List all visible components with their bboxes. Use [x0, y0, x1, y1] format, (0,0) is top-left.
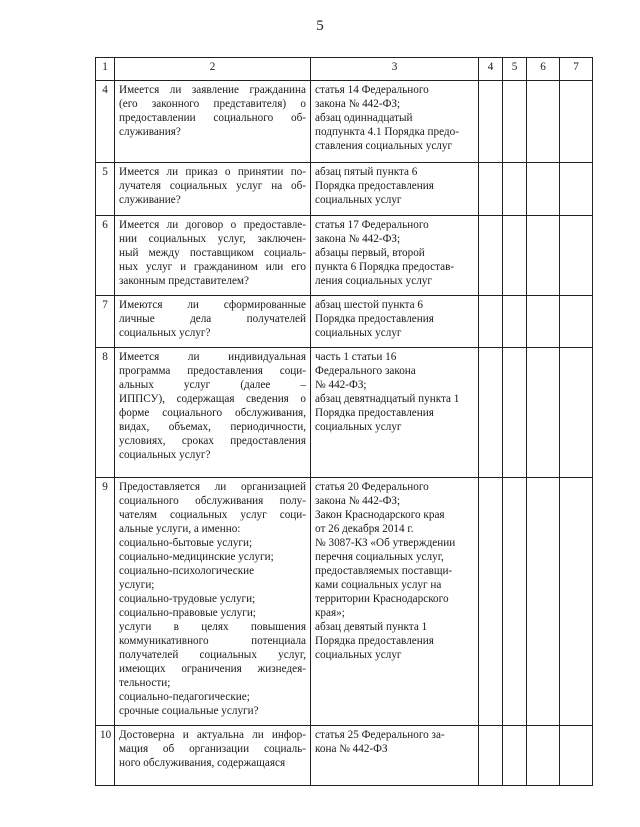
legal-basis-line: социальных услуг: [315, 194, 402, 206]
legal-basis-line: часть 1 статьи 16: [315, 351, 397, 363]
question-line: социальных услуг?: [119, 327, 211, 339]
table-header-row: [96, 58, 593, 81]
answer-cell: [560, 348, 593, 478]
question-line: социально-правовые услуги;: [119, 607, 256, 619]
answer-cell: [503, 348, 527, 478]
legal-basis-line: № 442-ФЗ;: [315, 379, 367, 391]
question-line: Имеется ли индивидуальная: [119, 351, 306, 363]
question-line: Достоверна и актуальна ли инфор-: [119, 729, 306, 741]
question-line: социальных услуг?: [119, 449, 211, 461]
legal-basis-line: ставления социальных услуг: [315, 140, 453, 152]
question-line: услуги в целях повышения: [119, 621, 306, 633]
legal-basis-line: социальных услуг: [315, 649, 402, 661]
legal-basis-line: № 3087-КЗ «Об утверждении: [315, 537, 456, 549]
question-line: служивание?: [119, 194, 181, 206]
legal-basis-line: ками социальных услуг на: [315, 579, 442, 591]
table-row: [96, 726, 593, 786]
legal-basis-line: Порядка предоставления: [315, 635, 434, 647]
row-number: 7: [96, 296, 115, 348]
header-cell: 7: [560, 58, 593, 81]
question-line: программа предоставления соци-: [119, 365, 306, 377]
answer-cell: [560, 296, 593, 348]
legal-basis-line: Порядка предоставления: [315, 180, 434, 192]
question-line: законным представителем?: [119, 275, 249, 287]
question-line: ного обслуживания, содержащаяся: [119, 757, 286, 769]
question-cell: [115, 726, 311, 786]
question-line: социально-бытовые услуги;: [119, 537, 253, 549]
header-cell: 2: [115, 58, 311, 81]
legal-basis-line: подпункта 4.1 Порядка предо-: [315, 126, 459, 138]
answer-cell: [560, 478, 593, 726]
page-number: 5: [316, 18, 324, 34]
answer-cell: [527, 726, 560, 786]
answer-cell: [503, 81, 527, 163]
question-line: Предоставляется ли организацией: [119, 481, 306, 493]
row-number: 4: [96, 81, 115, 163]
legal-basis-line: социальных услуг: [315, 421, 402, 433]
answer-cell: [560, 163, 593, 216]
legal-basis-line: закона № 442-ФЗ;: [315, 98, 401, 110]
question-line: получателей социальных услуг,: [119, 649, 306, 661]
answer-cell: [479, 726, 503, 786]
legal-basis-line: статья 25 Федерального за-: [315, 729, 445, 741]
question-line: альные услуги, а именно:: [119, 523, 241, 535]
table-body: [96, 58, 593, 786]
legal-basis-line: края»;: [315, 607, 345, 619]
legal-basis-line: ления социальных услуг: [315, 275, 432, 287]
answer-cell: [560, 726, 593, 786]
legal-basis-line: предоставляемых поставщи-: [315, 565, 453, 577]
answer-cell: [527, 348, 560, 478]
question-line: ИППСУ), содержащая сведения о: [119, 393, 306, 405]
legal-basis-line: социальных услуг: [315, 327, 402, 339]
legal-basis-line: абзац одиннадцатый: [315, 112, 413, 124]
question-cell: [115, 81, 311, 163]
legal-basis-line: абзац девятнадцатый пункта 1: [315, 393, 460, 405]
question-line: служивания?: [119, 126, 181, 138]
answer-cell: [560, 81, 593, 163]
legal-basis-cell: [311, 348, 479, 478]
legal-basis-line: закона № 442-ФЗ;: [315, 233, 401, 245]
question-line: социально-трудовые услуги;: [119, 593, 256, 605]
answer-cell: [527, 163, 560, 216]
question-line: срочные социальные услуги?: [119, 705, 259, 717]
header-cell: 1: [96, 58, 115, 81]
question-line: (его законного представителя) о: [119, 98, 306, 110]
legal-basis-cell: [311, 478, 479, 726]
question-cell: [115, 216, 311, 296]
question-line: тельности;: [119, 677, 171, 689]
answer-cell: [527, 296, 560, 348]
table-row: [96, 163, 593, 216]
legal-basis-line: статья 20 Федерального: [315, 481, 429, 493]
row-number: 10: [96, 726, 115, 786]
answer-cell: [560, 216, 593, 296]
question-line: Имеются ли сформированные: [119, 299, 306, 311]
question-line: Имеется ли договор о предоставле-: [119, 219, 306, 231]
checklist-table: [95, 57, 593, 786]
row-number: 9: [96, 478, 115, 726]
answer-cell: [503, 163, 527, 216]
row-number: 5: [96, 163, 115, 216]
question-line: предоставлении социального об-: [119, 112, 306, 124]
row-number: 8: [96, 348, 115, 478]
question-line: личные дела получателей: [119, 313, 306, 325]
table-row: [96, 216, 593, 296]
question-line: мация об организации социаль-: [119, 743, 306, 755]
header-cell: 3: [311, 58, 479, 81]
question-line: социально-медицинские услуги;: [119, 551, 274, 563]
question-line: Имеется ли заявление гражданина: [119, 84, 306, 96]
answer-cell: [503, 726, 527, 786]
question-line: коммуникативного потенциала: [119, 635, 306, 647]
legal-basis-line: Закон Краснодарского края: [315, 509, 445, 521]
answer-cell: [479, 296, 503, 348]
header-cell: 6: [527, 58, 560, 81]
legal-basis-line: абзацы первый, второй: [315, 247, 425, 259]
legal-basis-line: кона № 442-ФЗ: [315, 743, 388, 755]
legal-basis-line: закона № 442-ФЗ;: [315, 495, 401, 507]
header-cell: 5: [503, 58, 527, 81]
answer-cell: [503, 478, 527, 726]
answer-cell: [479, 81, 503, 163]
answer-cell: [527, 478, 560, 726]
legal-basis-cell: [311, 81, 479, 163]
question-line: социального обслуживания полу-: [119, 495, 306, 507]
legal-basis-line: абзац пятый пункта 6: [315, 166, 418, 178]
question-line: видах, объемах, периодичности,: [119, 421, 306, 433]
question-line: альных услуг (далее –: [119, 379, 306, 391]
question-line: услуги;: [119, 579, 155, 591]
table-row: [96, 348, 593, 478]
question-line: условиях, сроках предоставления: [119, 435, 306, 447]
table-row: [96, 478, 593, 726]
question-line: имеющих ограничения жизнедея-: [119, 663, 306, 675]
question-line: форме социального обслуживания,: [119, 407, 306, 419]
question-line: Имеется ли приказ о принятии по-: [119, 166, 306, 178]
answer-cell: [479, 163, 503, 216]
row-number: 6: [96, 216, 115, 296]
answer-cell: [479, 216, 503, 296]
legal-basis-line: Порядка предоставления: [315, 407, 434, 419]
legal-basis-cell: [311, 726, 479, 786]
answer-cell: [503, 216, 527, 296]
question-line: лучателя социальных услуг на об-: [119, 180, 306, 192]
legal-basis-line: пункта 6 Порядка предостав-: [315, 261, 455, 273]
answer-cell: [479, 348, 503, 478]
legal-basis-line: Федерального закона: [315, 365, 416, 377]
question-cell: [115, 478, 311, 726]
question-cell: [115, 348, 311, 478]
legal-basis-line: статья 14 Федерального: [315, 84, 429, 96]
legal-basis-line: от 26 декабря 2014 г.: [315, 523, 414, 535]
answer-cell: [527, 81, 560, 163]
table-row: [96, 296, 593, 348]
legal-basis-line: территории Краснодарского: [315, 593, 449, 605]
legal-basis-line: абзац шестой пункта 6: [315, 299, 424, 311]
question-line: нии социальных услуг, заключен-: [119, 233, 306, 245]
header-cell: 4: [479, 58, 503, 81]
question-line: ный между поставщиком социаль-: [119, 247, 306, 259]
question-cell: [115, 296, 311, 348]
legal-basis-line: перечня социальных услуг,: [315, 551, 444, 563]
question-cell: [115, 163, 311, 216]
legal-basis-cell: [311, 216, 479, 296]
legal-basis-line: Порядка предоставления: [315, 313, 434, 325]
question-line: социально-педагогические;: [119, 691, 250, 703]
legal-basis-cell: [311, 163, 479, 216]
question-line: чателям социальных услуг соци-: [119, 509, 306, 521]
answer-cell: [527, 216, 560, 296]
answer-cell: [479, 478, 503, 726]
question-line: ных услуг и гражданином или его: [119, 261, 306, 273]
legal-basis-line: статья 17 Федерального: [315, 219, 429, 231]
legal-basis-cell: [311, 296, 479, 348]
answer-cell: [503, 296, 527, 348]
legal-basis-line: абзац девятый пункта 1: [315, 621, 428, 633]
question-line: социально-психологические: [119, 565, 255, 577]
table-row: [96, 81, 593, 163]
